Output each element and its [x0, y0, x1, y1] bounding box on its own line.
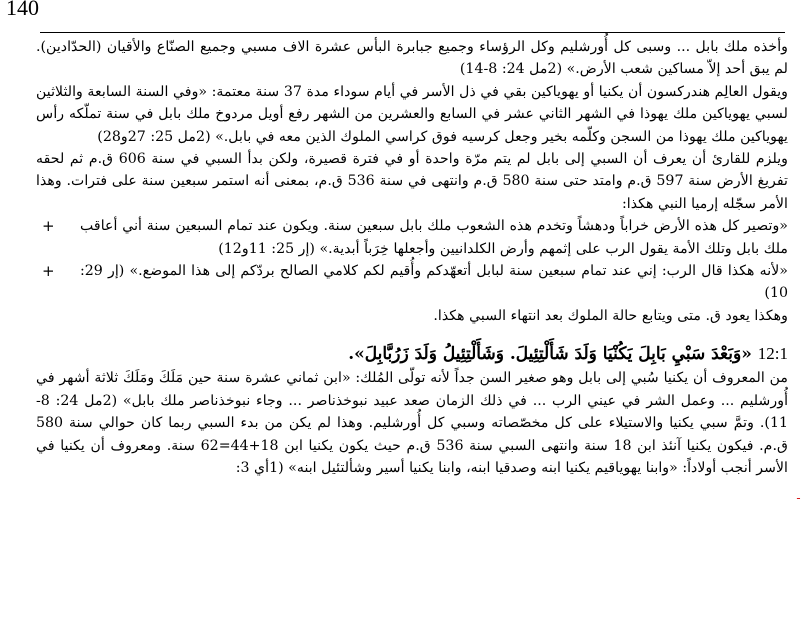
quote-list — [36, 215, 788, 305]
paragraph-jeconiah: من المعروف أن يكنيا سُبي إلى بابل وهو صغير السن جداً لأنه تولّى المُلك: «ابن ثماني عشرة سنة حين مَلَكَ ومَلَكَ ثلاثة أشهر في أُورشليم ... وعمل الشر في عيني الرب ... في ذلك الزمان صعد عبيد نبوخذناصر ... وجاء نبوخذناصر ملك بابل» (2مل 24: 8-11). وتمَّ سبي يكنيا والاستيلاء على كل مخصّصاته وسبي كل أُورشليم. وهذا لم يكن من بدء السبي ربما كان حوالي سنة 580 ق.م. فيكون يكنيا آنئذ ابن 18 سنة وانتهى السبي سنة 536 ق.م حيث يكون يكنيا ابن 18+44=62 سنة. ومعروف أن يكنيا في الأسر أنجب أولاداً: «وابنا يهوياقيم يكنيا ابنه وصدقيا ابنه، وابنا يكنيا أسير وشألتئيل ابنه» (1أي 3: — [36, 370, 789, 476]
page-number: 140 — [6, 0, 39, 20]
margin-mark: ـ — [797, 491, 800, 502]
page-body — [36, 36, 788, 479]
closing-line: وهكذا يعود ق. متى ويتابع حالة الملوك بعد انتهاء السبي هكذا. — [433, 307, 788, 324]
quote-item — [36, 260, 788, 305]
section-number: 12:1 — [757, 344, 788, 364]
bullet-icon: + — [42, 262, 55, 281]
section-heading — [36, 341, 788, 367]
quote-item — [36, 215, 788, 260]
bullet-icon: + — [42, 217, 55, 236]
quote-text: «وتصير كل هذه الأرض خراباً ودهشاً وتخدم هذه الشعوب ملك بابل سبعين سنة. ويكون عند تمام السبعين سنة أني أعاقب ملك بابل وتلك الأمة يقول الرب على إثمهم وأرض الكلدانيين وأجعلها خِرَباً أبدية.» (إر 25: 11و12) — [80, 218, 788, 257]
paragraph-captivity-account: وأخذه ملك بابل ... وسبى كل أُورشليم وكل الرؤساء وجميع جبابرة البأس عشرة الاف مسبي وجميع الصنّاع والأقيان (الحدّادين). لم يبق أحد إلاّ مساكين شعب الأرض.» (2مل 24: 8-14) — [36, 39, 788, 78]
paragraph-seventy-years: ويلزم للقارئ أن يعرف أن السبي إلى بابل لم يتم مرّة واحدة أو في فترة قصيرة، ولكن بدأ السبي في سنة 606 ق.م ثم لحقه تفريغ الأرض سنة 597 ق.م وامتد حتى سنة 580 ق.م وانتهى في سنة 536 ق.م، بمعنى أنه استمر سبعين سنة على فترات. وهذا الأمر سجّله إرميا النبي هكذا: — [36, 151, 788, 212]
section-verse: «وَبَعْدَ سَبْيِ بَابِلَ يَكُنْيَا وَلَدَ شَأَلْتِئِيلَ. وَشَأَلْتِئِيلُ وَلَدَ زَرُبَّابِلَ». — [348, 344, 752, 365]
header-rule — [40, 32, 785, 33]
paragraph-hendrickson: ويقول العالِم هندركسون أن يكنيا أو يهوياكين بقي في ذل الأسر في أيام سوداء مدة 37 سنة معتمة: «وفي السنة السابعة والثلاثين لسبي يهوياكين ملك يهوذا في الشهر الثاني عشر في السابع والعشرين من الشهر رفع أويل مردوخ ملك بابل في سنة تملّكه رأس يهوياكين ملك يهوذا من السجن وكلّمه بخير وجعل كرسيه فوق كراسي الملوك الذين معه في بابل.» (2مل 25: 27و28) — [36, 83, 788, 145]
quote-text: «لأنه هكذا قال الرب: إني عند تمام سبعين سنة لبابل أتعهّدكم وأُقيم لكم كلامي الصالح بردّكم إلى هذا الموضع.» (إر 29: 10) — [80, 263, 788, 302]
